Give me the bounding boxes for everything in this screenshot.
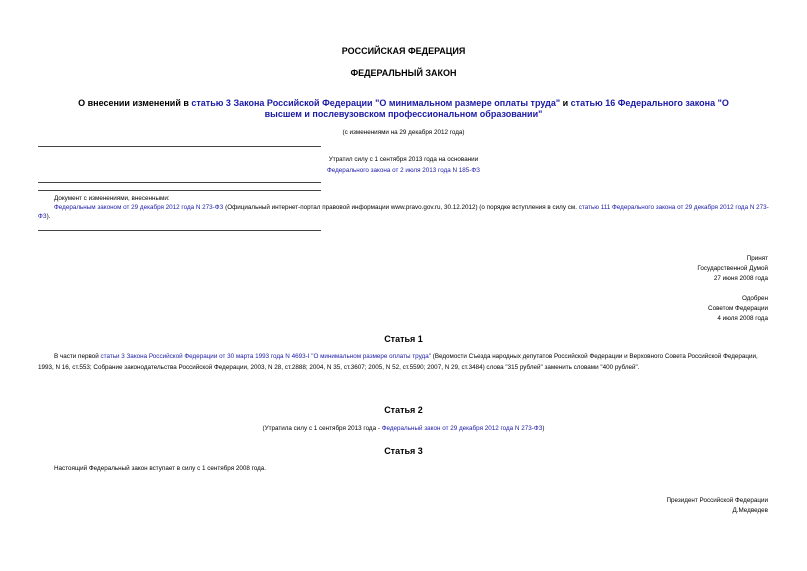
signature-block [666,496,768,516]
duma-label: Государственной Думой [697,265,768,272]
duma-date: 27 июня 2008 года [713,275,768,282]
divider [38,146,321,147]
title-text-2: и [560,98,571,108]
changes-paragraph [38,204,770,222]
law-type-heading: ФЕДЕРАЛЬНЫЙ ЗАКОН [350,68,457,78]
title-link-article3[interactable]: статью 3 Закона Российской Федерации "О минимальном размере оплаты труда" [191,98,561,108]
article1-heading: Статья 1 [384,334,423,344]
council-date: 4 июля 2008 года [717,315,768,322]
article2-text-1: (Утратила силу с 1 сентября 2013 года - [262,425,382,432]
document-title [60,98,747,121]
country-heading: РОССИЙСКАЯ ФЕДЕРАЦИЯ [341,46,466,56]
council-label: Советом Федерации [708,305,768,312]
changes-link-273fz[interactable]: Федеральным законом от 29 декабря 2012 года N 273-ФЗ [54,204,224,211]
divider [38,230,321,231]
signature-name: Д.Медведев [732,507,768,514]
article1-link[interactable]: статьи 3 Закона Российской Федерации от 30 марта 1993 года N 4693-I "О минимальном размере оплаты труда" [100,353,431,360]
article3-heading: Статья 3 [384,446,423,456]
article3-text: Настоящий Федеральный закон вступает в силу с 1 сентября 2008 года. [54,465,267,472]
article2-link[interactable]: Федеральный закон от 29 декабря 2012 года N 273-ФЗ [381,425,543,432]
status-text: Утратил силу с 1 сентября 2013 года на основании [328,156,479,163]
changes-text-1: (Официальный интернет-портал правовой информации www.pravo.gov.ru, 30.12.2012) (о порядке вступления в силу см. [223,204,579,211]
article1-text-1: В части первой [54,353,101,360]
signature-position: Президент Российской Федерации [666,497,768,504]
article2-text-2: ) [542,425,545,432]
changes-text-2: ). [46,212,51,220]
status-link[interactable]: Федерального закона от 2 июля 2013 года N 185-ФЗ [326,167,480,174]
divider [38,182,321,183]
changes-link-article111[interactable]: статью 111 Федерального закона от 29 декабря 2012 года N 273-ФЗ [38,204,769,220]
amended-note: (с изменениями на 29 декабря 2012 года) [342,129,465,136]
article2-heading: Статья 2 [384,405,423,415]
title-text-1: О внесении изменений в [78,98,192,108]
adoption-block [697,254,768,324]
article2-text [0,425,807,434]
accepted-label: Принят [746,255,768,262]
article1-text-2: (Ведомости Съезда народных депутатов Российской Федерации и Верховного Совета Российской Федерации, 1993, N 16, ст.553; Собрание законодательства Российской Федерации, 2003, N 28, ст.2888; 2004, N 35, ст.3607; 2005, N 52, ст.5590; 2007, N 29, ст.3484) слова "315 рублей" заменить словами "400 рублей". [38,353,758,371]
article1-text [38,352,770,373]
divider [38,190,321,191]
approved-label: Одобрен [741,295,768,302]
title-link-article16[interactable]: статью 16 Федерального закона "О высшем и послевузовском профессиональном образовании" [264,98,729,120]
changes-intro: Документ с изменениями, внесенными: [54,195,170,202]
